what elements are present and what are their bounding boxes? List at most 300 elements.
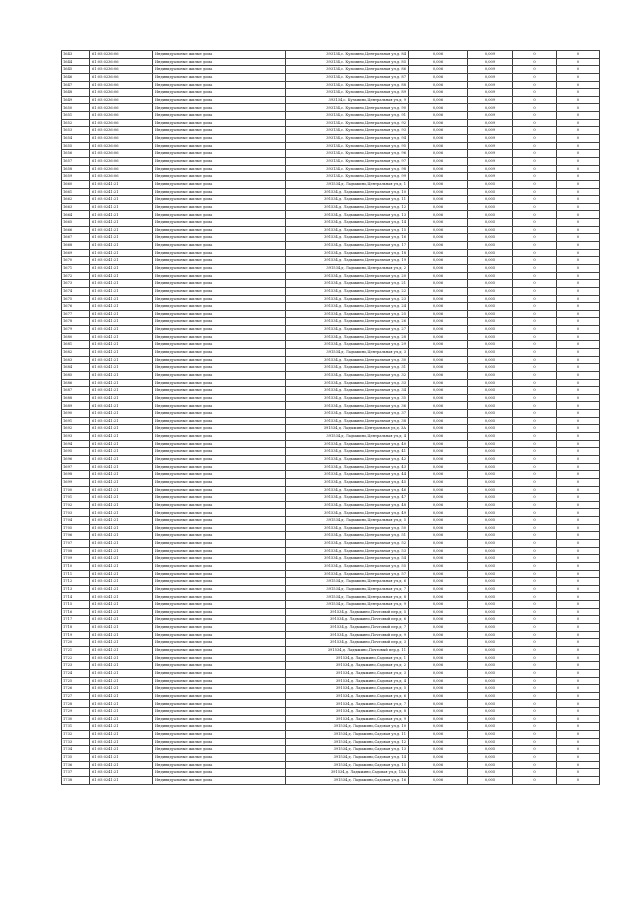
value-a-cell: 0,006 — [409, 310, 468, 318]
cadastral-code-cell: 61:05:0241:21 — [90, 677, 153, 685]
value-a-cell: 0,006 — [409, 410, 468, 418]
value-b-cell: 0,005 — [468, 371, 513, 379]
table-row — [62, 58, 600, 66]
value-b-cell: 0,005 — [468, 731, 513, 739]
building-type-cell: Индивидуальные жилые дома — [153, 524, 286, 532]
value-b-cell: 0,005 — [468, 348, 513, 356]
table-row — [62, 157, 600, 165]
cadastral-code-cell: 61:05:0241:21 — [90, 738, 153, 746]
table-row — [62, 463, 600, 471]
table-row — [62, 135, 600, 143]
building-type-cell: Индивидуальные жилые дома — [153, 639, 286, 647]
table-row — [62, 51, 600, 59]
value-c-cell: 0 — [513, 81, 557, 89]
address-cell: 391534,д. Ладыжино,Садовая ул,д. 6 — [286, 692, 409, 700]
address-cell: 391534,д. Ладыжино,Центральная ул,д. 38 — [286, 417, 409, 425]
value-c-cell: 0 — [513, 157, 557, 165]
address-cell: 391534,д. Ладыжино,Центральная ул,д. 8 — [286, 593, 409, 601]
table-row — [62, 226, 600, 234]
value-d-cell: 0 — [557, 66, 600, 74]
value-c-cell: 0 — [513, 463, 557, 471]
cadastral-code-cell: 61:05:0241:21 — [90, 440, 153, 448]
address-cell: 393134,с. Кузьмино,Центральная ул,д. 98 — [286, 165, 409, 173]
building-type-cell: Индивидуальные жилые дома — [153, 211, 286, 219]
value-a-cell: 0,006 — [409, 165, 468, 173]
building-type-cell: Индивидуальные жилые дома — [153, 310, 286, 318]
building-type-cell: Индивидуальные жилые дома — [153, 379, 286, 387]
cadastral-code-cell: 61:05:0236:06 — [90, 142, 153, 150]
value-b-cell: 0,005 — [468, 677, 513, 685]
value-b-cell: 0,005 — [468, 364, 513, 372]
table-row — [62, 165, 600, 173]
value-c-cell: 0 — [513, 364, 557, 372]
value-d-cell: 0 — [557, 188, 600, 196]
address-cell: 391534,д. Ладыжино,Центральная ул,д. 19 — [286, 257, 409, 265]
address-cell: 393134,с. Кузьмино,Центральная ул,д. 84 — [286, 51, 409, 59]
table-row — [62, 738, 600, 746]
value-a-cell: 0,006 — [409, 211, 468, 219]
cadastral-code-cell: 61:05:0241:21 — [90, 196, 153, 204]
building-type-cell: Индивидуальные жилые дома — [153, 196, 286, 204]
table-row — [62, 142, 600, 150]
cadastral-code-cell: 61:05:0241:21 — [90, 188, 153, 196]
row-number-cell: 1651 — [62, 112, 90, 120]
building-type-cell: Индивидуальные жилые дома — [153, 547, 286, 555]
value-b-cell: 0,005 — [468, 524, 513, 532]
row-number-cell: 1685 — [62, 371, 90, 379]
cadastral-code-cell: 61:05:0236:06 — [90, 104, 153, 112]
table-row — [62, 532, 600, 540]
building-type-cell: Индивидуальные жилые дома — [153, 51, 286, 59]
table-row — [62, 119, 600, 127]
address-cell: 391534,д. Ладыжино,Садовая ул,д. 14 — [286, 753, 409, 761]
value-d-cell: 0 — [557, 448, 600, 456]
value-b-cell: 0,005 — [468, 318, 513, 326]
building-type-cell: Индивидуальные жилые дома — [153, 753, 286, 761]
value-c-cell: 0 — [513, 677, 557, 685]
building-type-cell: Индивидуальные жилые дома — [153, 394, 286, 402]
value-c-cell: 0 — [513, 616, 557, 624]
value-a-cell: 0,006 — [409, 532, 468, 540]
address-cell: 393134,с. Кузьмино,Центральная ул,д. 92 — [286, 119, 409, 127]
value-c-cell: 0 — [513, 112, 557, 120]
table-row — [62, 769, 600, 777]
value-d-cell: 0 — [557, 264, 600, 272]
value-c-cell: 0 — [513, 776, 557, 784]
value-c-cell: 0 — [513, 257, 557, 265]
value-d-cell: 0 — [557, 333, 600, 341]
building-type-cell: Индивидуальные жилые дома — [153, 119, 286, 127]
value-a-cell: 0,006 — [409, 723, 468, 731]
table-row — [62, 669, 600, 677]
cadastral-code-cell: 61:05:0241:21 — [90, 333, 153, 341]
value-b-cell: 0,009 — [468, 127, 513, 135]
value-b-cell: 0,005 — [468, 402, 513, 410]
value-c-cell: 0 — [513, 226, 557, 234]
value-c-cell: 0 — [513, 708, 557, 716]
row-number-cell: 1707 — [62, 540, 90, 548]
table-row — [62, 746, 600, 754]
table-row — [62, 723, 600, 731]
table-row — [62, 257, 600, 265]
value-c-cell: 0 — [513, 119, 557, 127]
value-a-cell: 0,006 — [409, 341, 468, 349]
value-b-cell: 0,005 — [468, 203, 513, 211]
address-cell: 391534,д. Ладыжино,Центральная ул,д. 40 — [286, 440, 409, 448]
row-number-cell: 1723 — [62, 662, 90, 670]
value-a-cell: 0,006 — [409, 234, 468, 242]
row-number-cell: 1689 — [62, 402, 90, 410]
cadastral-code-cell: 61:05:0236:06 — [90, 51, 153, 59]
table-row — [62, 425, 600, 433]
value-b-cell: 0,005 — [468, 494, 513, 502]
value-b-cell: 0,005 — [468, 601, 513, 609]
table-row — [62, 180, 600, 188]
value-b-cell: 0,005 — [468, 624, 513, 632]
row-number-cell: 1664 — [62, 211, 90, 219]
value-d-cell: 0 — [557, 348, 600, 356]
building-type-cell: Индивидуальные жилые дома — [153, 562, 286, 570]
address-cell: 391534,д. Ладыжино,Центральная ул,д. 3А — [286, 425, 409, 433]
value-a-cell: 0,006 — [409, 639, 468, 647]
building-type-cell: Индивидуальные жилые дома — [153, 509, 286, 517]
value-c-cell: 0 — [513, 517, 557, 525]
building-type-cell: Индивидуальные жилые дома — [153, 501, 286, 509]
address-cell: 391534,д. Ладыжино,Почтовый пер,д. 11 — [286, 646, 409, 654]
table-row — [62, 73, 600, 81]
cadastral-code-cell: 61:05:0241:21 — [90, 555, 153, 563]
value-a-cell: 0,006 — [409, 478, 468, 486]
address-cell: 391534,д. Ладыжино,Центральная ул,д. 31 — [286, 364, 409, 372]
value-d-cell: 0 — [557, 341, 600, 349]
value-a-cell: 0,006 — [409, 448, 468, 456]
value-c-cell: 0 — [513, 196, 557, 204]
table-row — [62, 219, 600, 227]
value-d-cell: 0 — [557, 196, 600, 204]
value-a-cell: 0,006 — [409, 585, 468, 593]
value-d-cell: 0 — [557, 708, 600, 716]
value-c-cell: 0 — [513, 165, 557, 173]
value-b-cell: 0,005 — [468, 517, 513, 525]
value-d-cell: 0 — [557, 310, 600, 318]
value-d-cell: 0 — [557, 318, 600, 326]
building-type-cell: Индивидуальные жилые дома — [153, 234, 286, 242]
cadastral-code-cell: 61:05:0241:21 — [90, 425, 153, 433]
building-type-cell: Индивидуальные жилые дома — [153, 578, 286, 586]
value-d-cell: 0 — [557, 410, 600, 418]
cadastral-code-cell: 61:05:0241:21 — [90, 402, 153, 410]
value-c-cell: 0 — [513, 104, 557, 112]
value-b-cell: 0,005 — [468, 715, 513, 723]
value-b-cell: 0,005 — [468, 616, 513, 624]
value-d-cell: 0 — [557, 731, 600, 739]
address-cell: 391534,д. Ладыжино,Центральная ул,д. 29 — [286, 341, 409, 349]
building-type-cell: Индивидуальные жилые дома — [153, 616, 286, 624]
table-row — [62, 692, 600, 700]
address-cell: 391534,д. Ладыжино,Центральная ул,д. 37 — [286, 410, 409, 418]
value-d-cell: 0 — [557, 165, 600, 173]
row-number-cell: 1695 — [62, 448, 90, 456]
value-d-cell: 0 — [557, 150, 600, 158]
value-d-cell: 0 — [557, 677, 600, 685]
building-type-cell: Индивидуальные жилые дома — [153, 425, 286, 433]
building-type-cell: Индивидуальные жилые дома — [153, 486, 286, 494]
table-row — [62, 486, 600, 494]
value-a-cell: 0,006 — [409, 616, 468, 624]
cadastral-code-cell: 61:05:0241:21 — [90, 685, 153, 693]
value-d-cell: 0 — [557, 173, 600, 181]
address-cell: 391534,д. Ладыжино,Садовая ул,д. 9 — [286, 715, 409, 723]
value-c-cell: 0 — [513, 501, 557, 509]
value-a-cell: 0,006 — [409, 677, 468, 685]
building-type-cell: Индивидуальные жилые дома — [153, 66, 286, 74]
row-number-cell: 1681 — [62, 341, 90, 349]
cadastral-code-cell: 61:05:0241:21 — [90, 249, 153, 257]
value-c-cell: 0 — [513, 601, 557, 609]
value-b-cell: 0,005 — [468, 631, 513, 639]
value-a-cell: 0,006 — [409, 540, 468, 548]
cadastral-code-cell: 61:05:0241:21 — [90, 540, 153, 548]
building-type-cell: Индивидуальные жилые дома — [153, 471, 286, 479]
value-d-cell: 0 — [557, 364, 600, 372]
row-number-cell: 1673 — [62, 280, 90, 288]
row-number-cell: 1701 — [62, 494, 90, 502]
value-b-cell: 0,005 — [468, 257, 513, 265]
row-number-cell: 1722 — [62, 654, 90, 662]
cadastral-code-cell: 61:05:0241:21 — [90, 570, 153, 578]
address-cell: 391534,д. Ладыжино,Центральная ул,д. 41 — [286, 448, 409, 456]
value-c-cell: 0 — [513, 562, 557, 570]
value-c-cell: 0 — [513, 692, 557, 700]
building-type-cell: Индивидуальные жилые дома — [153, 173, 286, 181]
table-row — [62, 455, 600, 463]
address-cell: 391534,д. Ладыжино,Садовая ул,д. 5 — [286, 685, 409, 693]
cadastral-code-cell: 61:05:0241:21 — [90, 242, 153, 250]
address-cell: 391534,д. Ладыжино,Центральная ул,д. 24 — [286, 303, 409, 311]
table-row — [62, 371, 600, 379]
value-b-cell: 0,005 — [468, 708, 513, 716]
value-c-cell: 0 — [513, 417, 557, 425]
table-row — [62, 776, 600, 784]
row-number-cell: 1677 — [62, 310, 90, 318]
table-row — [62, 547, 600, 555]
value-d-cell: 0 — [557, 616, 600, 624]
value-c-cell: 0 — [513, 242, 557, 250]
table-row — [62, 318, 600, 326]
value-d-cell: 0 — [557, 402, 600, 410]
table-row — [62, 685, 600, 693]
row-number-cell: 1712 — [62, 578, 90, 586]
value-c-cell: 0 — [513, 440, 557, 448]
cadastral-code-cell: 61:05:0241:21 — [90, 715, 153, 723]
value-d-cell: 0 — [557, 578, 600, 586]
value-d-cell: 0 — [557, 242, 600, 250]
value-a-cell: 0,006 — [409, 555, 468, 563]
building-type-cell: Индивидуальные жилые дома — [153, 463, 286, 471]
building-type-cell: Индивидуальные жилые дома — [153, 165, 286, 173]
value-a-cell: 0,006 — [409, 112, 468, 120]
value-c-cell: 0 — [513, 211, 557, 219]
address-cell: 391534,д. Ладыжино,Центральная ул,д. 28 — [286, 333, 409, 341]
address-cell: 391534,д. Ладыжино,Центральная ул,д. 27 — [286, 326, 409, 334]
value-c-cell: 0 — [513, 646, 557, 654]
row-number-cell: 1732 — [62, 731, 90, 739]
value-b-cell: 0,009 — [468, 104, 513, 112]
building-type-cell: Индивидуальные жилые дома — [153, 593, 286, 601]
building-type-cell: Индивидуальные жилые дома — [153, 731, 286, 739]
value-d-cell: 0 — [557, 685, 600, 693]
address-cell: 393134,с. Кузьмино,Центральная ул,д. 86 — [286, 66, 409, 74]
value-d-cell: 0 — [557, 478, 600, 486]
value-b-cell: 0,009 — [468, 150, 513, 158]
value-a-cell: 0,006 — [409, 746, 468, 754]
row-number-cell: 1655 — [62, 142, 90, 150]
value-d-cell: 0 — [557, 692, 600, 700]
row-number-cell: 1684 — [62, 364, 90, 372]
value-b-cell: 0,005 — [468, 387, 513, 395]
cadastral-code-cell: 61:05:0241:21 — [90, 433, 153, 441]
cadastral-code-cell: 61:05:0241:21 — [90, 524, 153, 532]
cadastral-code-cell: 61:05:0241:21 — [90, 226, 153, 234]
address-cell: 393134,с. Кузьмино,Центральная ул,д. 97 — [286, 157, 409, 165]
value-d-cell: 0 — [557, 517, 600, 525]
address-cell: 391534,д. Ладыжино,Садовая ул,д. 13 — [286, 746, 409, 754]
value-a-cell: 0,006 — [409, 180, 468, 188]
cadastral-code-cell: 61:05:0241:21 — [90, 341, 153, 349]
value-c-cell: 0 — [513, 654, 557, 662]
building-type-cell: Индивидуальные жилые дома — [153, 402, 286, 410]
value-d-cell: 0 — [557, 746, 600, 754]
value-c-cell: 0 — [513, 570, 557, 578]
value-a-cell: 0,006 — [409, 700, 468, 708]
value-b-cell: 0,005 — [468, 746, 513, 754]
cadastral-code-cell: 61:05:0241:21 — [90, 608, 153, 616]
value-b-cell: 0,005 — [468, 639, 513, 647]
value-d-cell: 0 — [557, 769, 600, 777]
row-number-cell: 1714 — [62, 593, 90, 601]
cadastral-code-cell: 61:05:0241:21 — [90, 356, 153, 364]
cadastral-code-cell: 61:05:0241:21 — [90, 562, 153, 570]
row-number-cell: 1654 — [62, 135, 90, 143]
value-d-cell: 0 — [557, 104, 600, 112]
building-type-cell: Индивидуальные жилые дома — [153, 601, 286, 609]
value-a-cell: 0,006 — [409, 333, 468, 341]
address-cell: 391534,д. Ладыжино,Садовая ул,д. 12 — [286, 738, 409, 746]
value-a-cell: 0,006 — [409, 196, 468, 204]
value-b-cell: 0,009 — [468, 51, 513, 59]
value-a-cell: 0,006 — [409, 524, 468, 532]
table-row — [62, 96, 600, 104]
building-type-cell: Индивидуальные жилые дома — [153, 624, 286, 632]
table-row — [62, 731, 600, 739]
table-body — [62, 51, 600, 785]
building-type-cell: Индивидуальные жилые дома — [153, 769, 286, 777]
value-b-cell: 0,005 — [468, 700, 513, 708]
cadastral-code-cell: 61:05:0241:21 — [90, 318, 153, 326]
building-type-cell: Индивидуальные жилые дома — [153, 104, 286, 112]
value-b-cell: 0,009 — [468, 173, 513, 181]
value-b-cell: 0,005 — [468, 769, 513, 777]
table-row — [62, 478, 600, 486]
building-type-cell: Индивидуальные жилые дома — [153, 669, 286, 677]
value-c-cell: 0 — [513, 310, 557, 318]
value-c-cell: 0 — [513, 348, 557, 356]
value-c-cell: 0 — [513, 379, 557, 387]
row-number-cell: 1667 — [62, 234, 90, 242]
value-a-cell: 0,006 — [409, 150, 468, 158]
value-a-cell: 0,006 — [409, 692, 468, 700]
value-a-cell: 0,006 — [409, 509, 468, 517]
address-cell: 391534,д. Ладыжино,Центральная ул,д. 36 — [286, 402, 409, 410]
cadastral-code-cell: 61:05:0241:21 — [90, 593, 153, 601]
cadastral-code-cell: 61:05:0241:21 — [90, 486, 153, 494]
address-cell: 391534,д. Ладыжино,Центральная ул,д. 18 — [286, 249, 409, 257]
table-row — [62, 242, 600, 250]
address-cell: 391534,д. Ладыжино,Центральная ул,д. 30 — [286, 356, 409, 364]
building-type-cell: Индивидуальные жилые дома — [153, 112, 286, 120]
cadastral-code-cell: 61:05:0241:21 — [90, 463, 153, 471]
value-b-cell: 0,005 — [468, 333, 513, 341]
address-cell: 391534,д. Ладыжино,Центральная ул,д. 16 — [286, 234, 409, 242]
value-d-cell: 0 — [557, 280, 600, 288]
table-row — [62, 310, 600, 318]
address-cell: 391534,д. Ладыжино,Центральная ул,д. 17 — [286, 242, 409, 250]
value-a-cell: 0,006 — [409, 203, 468, 211]
value-b-cell: 0,009 — [468, 157, 513, 165]
value-b-cell: 0,005 — [468, 532, 513, 540]
value-b-cell: 0,005 — [468, 540, 513, 548]
value-b-cell: 0,005 — [468, 471, 513, 479]
address-cell: 391534,д. Ладыжино,Центральная ул,д. 5 — [286, 517, 409, 525]
table-row — [62, 616, 600, 624]
value-a-cell: 0,006 — [409, 51, 468, 59]
value-c-cell: 0 — [513, 318, 557, 326]
row-number-cell: 1680 — [62, 333, 90, 341]
value-d-cell: 0 — [557, 219, 600, 227]
cadastral-code-cell: 61:05:0241:21 — [90, 310, 153, 318]
value-c-cell: 0 — [513, 326, 557, 334]
value-b-cell: 0,005 — [468, 562, 513, 570]
row-number-cell: 1706 — [62, 532, 90, 540]
value-d-cell: 0 — [557, 631, 600, 639]
value-d-cell: 0 — [557, 433, 600, 441]
value-c-cell: 0 — [513, 150, 557, 158]
building-type-cell: Индивидуальные жилые дома — [153, 356, 286, 364]
building-type-cell: Индивидуальные жилые дома — [153, 81, 286, 89]
row-number-cell: 1715 — [62, 601, 90, 609]
value-b-cell: 0,009 — [468, 135, 513, 143]
value-b-cell: 0,005 — [468, 685, 513, 693]
value-b-cell: 0,005 — [468, 356, 513, 364]
value-a-cell: 0,006 — [409, 104, 468, 112]
value-a-cell: 0,006 — [409, 776, 468, 784]
table-row — [62, 173, 600, 181]
value-c-cell: 0 — [513, 669, 557, 677]
table-row — [62, 249, 600, 257]
value-b-cell: 0,005 — [468, 295, 513, 303]
value-d-cell: 0 — [557, 112, 600, 120]
cadastral-code-cell: 61:05:0241:21 — [90, 776, 153, 784]
row-number-cell: 1643 — [62, 51, 90, 59]
row-number-cell: 1644 — [62, 58, 90, 66]
address-cell: 391534,д. Ладыжино,Центральная ул,д. 7 — [286, 585, 409, 593]
value-c-cell: 0 — [513, 219, 557, 227]
cadastral-code-cell: 61:05:0241:21 — [90, 287, 153, 295]
address-cell: 391534,д. Ладыжино,Центральная ул,д. 6 — [286, 578, 409, 586]
value-c-cell: 0 — [513, 96, 557, 104]
table-row — [62, 624, 600, 632]
value-c-cell: 0 — [513, 753, 557, 761]
